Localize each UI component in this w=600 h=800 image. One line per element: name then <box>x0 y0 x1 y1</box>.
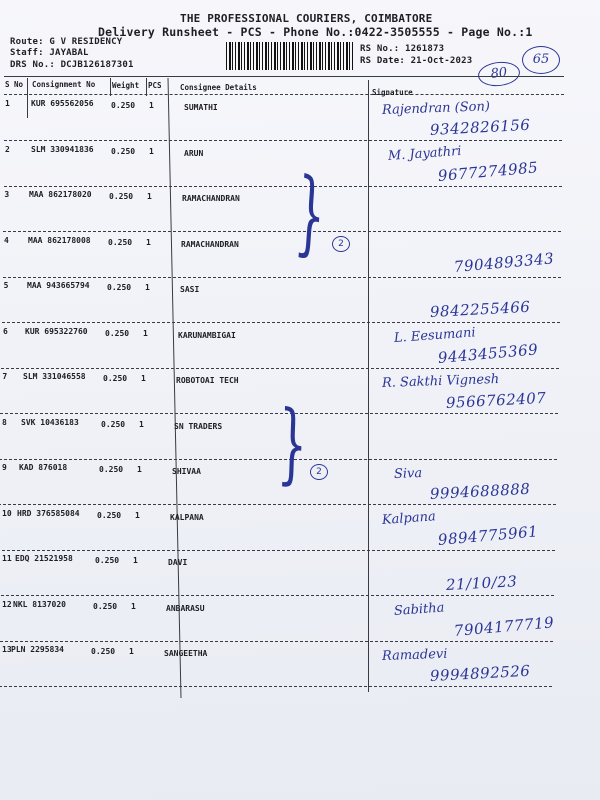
row-pcs: 1 <box>149 147 154 156</box>
row-phone: 9342826156 <box>429 115 531 139</box>
row-separator <box>3 277 561 278</box>
row-signature: Ramadevi <box>381 646 448 664</box>
row-weight: 0.250 <box>95 556 120 565</box>
row-pcs: 1 <box>139 420 144 429</box>
row-phone: 7904177719 <box>453 613 555 640</box>
col-consignee: Consignee Details <box>180 83 257 92</box>
row-pcs: 1 <box>131 602 136 611</box>
row-pcs: 1 <box>143 329 148 338</box>
col-divider <box>368 80 369 692</box>
row-separator <box>0 595 554 596</box>
row-consignment: MAA 943665794 <box>27 281 90 290</box>
row-pcs: 1 <box>135 511 140 520</box>
row-consignee: ARUN <box>184 149 204 158</box>
row-weight: 0.250 <box>111 101 136 110</box>
row-separator <box>0 686 552 687</box>
row-sno: 2 <box>5 145 10 154</box>
row-consignee: DAVI <box>168 558 188 567</box>
row-consignment: KUR 695562056 <box>31 99 94 108</box>
row-pcs: 1 <box>145 283 150 292</box>
row-signature: Kalpana <box>381 509 437 528</box>
row-weight: 0.250 <box>109 192 134 201</box>
row-consignee: KARUNAMBIGAI <box>178 331 236 340</box>
barcode <box>226 42 354 70</box>
row-pcs: 1 <box>137 465 142 474</box>
row-phone: 9894775961 <box>437 522 539 549</box>
rs-date: RS Date: 21-Oct-2023 <box>360 56 473 66</box>
row-pcs: 1 <box>149 101 154 110</box>
row-consignment: KUR 695322760 <box>25 327 88 336</box>
col-pcs: PCS <box>148 81 162 90</box>
row-weight: 0.250 <box>91 647 116 656</box>
row-sno: 4 <box>4 236 9 245</box>
row-separator <box>1 368 559 369</box>
row-pcs: 1 <box>147 192 152 201</box>
row-consignment: SVK 10436183 <box>21 418 79 427</box>
row-phone: 21/10/23 <box>445 572 518 594</box>
row-weight: 0.250 <box>103 374 128 383</box>
row-sno: 11 <box>2 554 12 563</box>
drs-number: DRS No.: DCJB126187301 <box>10 60 134 70</box>
row-consignee: RAMACHANDRAN <box>182 194 240 203</box>
row-consignee: ANBARASU <box>166 604 205 613</box>
row-sno: 6 <box>3 327 8 336</box>
row-weight: 0.250 <box>97 511 122 520</box>
rs-number: RS No.: 1261873 <box>360 44 445 54</box>
sheet-title: Delivery Runsheet - PCS - Phone No.:0422-3505555 - Page No.:1 <box>98 25 533 39</box>
row-weight: 0.250 <box>108 238 133 247</box>
row-weight: 0.250 <box>101 420 126 429</box>
row-consignee: SASI <box>180 285 200 294</box>
row-separator <box>3 231 561 232</box>
row-consignee: SUMATHI <box>184 103 218 112</box>
row-sno: 10 <box>2 509 12 518</box>
row-consignee: ROBOTOAI TECH <box>176 376 239 385</box>
row-consignment: KAD 876018 <box>19 463 68 472</box>
staff-label: Staff: JAYABAL <box>10 48 89 58</box>
col-weight: Weight <box>112 81 140 90</box>
row-consignee: KALPANA <box>170 513 204 522</box>
row-consignment: SLM 331046558 <box>23 372 86 381</box>
row-phone: 9994892526 <box>429 661 531 685</box>
row-separator <box>0 504 556 505</box>
row-pcs: 1 <box>133 556 138 565</box>
row-sno: 1 <box>5 99 10 108</box>
table-header-rule <box>4 94 564 95</box>
row-phone: 7904893343 <box>453 249 555 276</box>
row-pcs: 1 <box>129 647 134 656</box>
row-signature: R. Sakthi Vignesh <box>381 371 500 391</box>
row-weight: 0.250 <box>99 465 124 474</box>
row-phone: 9566762407 <box>445 388 547 412</box>
row-consignment: MAA 862178020 <box>29 190 92 199</box>
table-top-rule <box>4 76 564 77</box>
row-separator <box>4 140 562 141</box>
row-weight: 0.250 <box>111 147 136 156</box>
row-consignee: SHIVAA <box>172 467 201 476</box>
col-sno: S No <box>5 80 24 89</box>
row-sno: 5 <box>3 281 9 290</box>
col-signature: Signature <box>372 88 413 97</box>
row-consignee: RAMACHANDRAN <box>181 240 239 249</box>
handwritten-count-right: 65 <box>522 46 560 74</box>
row-sno: 8 <box>2 418 7 427</box>
row-consignee: SN TRADERS <box>174 422 223 431</box>
row-separator <box>0 550 555 551</box>
row-weight: 0.250 <box>93 602 118 611</box>
row-phone: 9842255466 <box>429 297 531 321</box>
row-weight: 0.250 <box>107 283 132 292</box>
col-consignment: Consignment No <box>32 80 96 89</box>
grouping-brace-lower: } <box>276 389 310 497</box>
row-separator <box>2 322 560 323</box>
row-phone: 9677274985 <box>437 158 539 185</box>
grouping-brace-upper: } <box>292 155 329 271</box>
col-divider <box>27 78 28 118</box>
row-signature: M. Jayathri <box>387 143 462 164</box>
row-sno: 13 <box>2 645 12 654</box>
row-consignee: SANGEETHA <box>164 649 208 658</box>
row-signature: Sabitha <box>393 600 445 619</box>
row-separator <box>4 186 562 187</box>
row-separator <box>0 641 553 642</box>
row-consignment: NKL 8137020 <box>13 600 66 609</box>
row-pcs: 1 <box>141 374 146 383</box>
row-signature: Siva <box>393 466 423 482</box>
row-sno: 7 <box>2 372 8 381</box>
row-consignment: EDQ 21521958 <box>15 554 73 563</box>
col-divider <box>110 78 111 96</box>
row-sno: 9 <box>2 463 7 472</box>
row-phone: 9994688888 <box>429 479 531 503</box>
route-label: Route: G V RESIDENCY <box>10 37 123 47</box>
row-phone: 9443455369 <box>437 340 539 367</box>
row-consignment: MAA 862178008 <box>28 236 91 245</box>
row-pcs: 1 <box>146 238 151 247</box>
group-count-upper: 2 <box>332 236 350 252</box>
row-sno: 3 <box>4 190 10 199</box>
row-consignment: SLM 330941836 <box>31 145 94 154</box>
company-name: THE PROFESSIONAL COURIERS, COIMBATORE <box>180 12 433 25</box>
row-weight: 0.250 <box>105 329 130 338</box>
row-signature: Rajendran (Son) <box>381 99 491 118</box>
group-count-lower: 2 <box>310 464 328 480</box>
col-divider <box>146 78 147 96</box>
row-consignment: PLN 2295834 <box>11 645 64 654</box>
row-sno: 12 <box>2 600 12 609</box>
row-consignment: HRD 376585084 <box>17 509 80 518</box>
handwritten-count-left: 80 <box>477 60 521 88</box>
row-signature: L. Eesumani <box>393 325 477 346</box>
